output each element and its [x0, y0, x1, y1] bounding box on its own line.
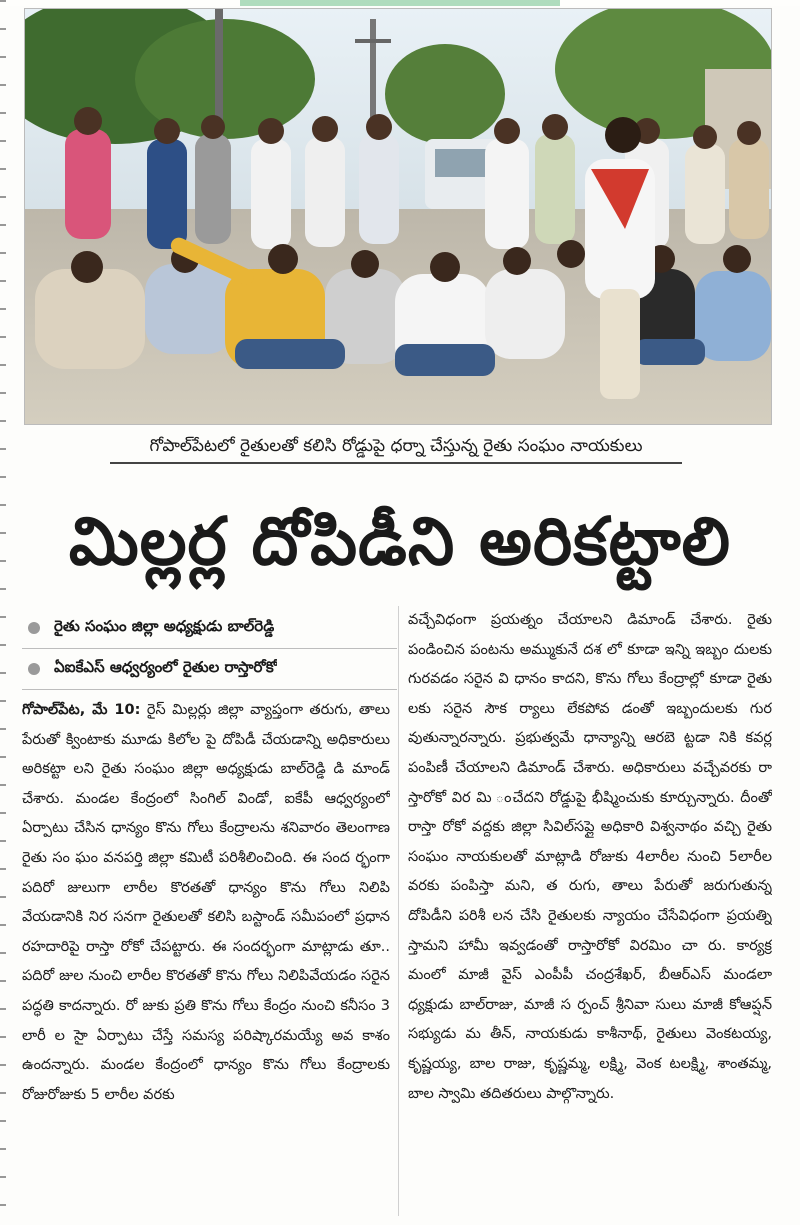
bullet-dot-icon: [28, 622, 40, 634]
subhead-bullets: [22, 608, 397, 690]
left-column-text: రైస్ మిల్లర్లు జిల్లా వ్యాప్తంగా తరుగు, తాలు పేరుతో క్వింటాకు మూడు కిలోల పై దోపిడీ చేయడాన్ని అధికారులు అరికట్టా లని రైతు సంఘం జిల్లా అధ్యక్షుడు బాల్‌రెడ్డి డి మాండ్ చేశారు. మండల కేంద్రంలో సింగిల్ విండో, ఐకేపీ ఆధ్వర్యంలో ఏర్పాటు చేసిన ధాన్యం కొను గోలు కేంద్రాలను శనివారం తెలంగాణ రైతు సం ఘం వనపర్తి జిల్లా కమిటీ పరిశీలించింది. ఈ సంద ర్భంగా పదిరో జులుగా లారీల కొరతతో ధాన్యం కొను గోలు నిలిపి వేయడానికి నిర సనగా రైతులతో కలిసి బస్టాండ్ సమీపంలో ప్రధాన రహదారిపై రాస్తా రోకో చేపట్టారు. ఈ సందర్భంగా మాట్లాడు తూ.. పదిరో జుల నుంచి లారీల కొరతతో కొను గోలు నిలిపివేయడం సరైన పద్ధతి కాదన్నారు. రో జుకు ప్రతి కొను గోలు కేంద్రం నుంచి కనీసం 3 లారీ ల సైా ఏర్పాటు చేస్తే సమస్య పరిష్కారమయ్యే అవ కాశం ఉందన్నారు. మండల కేంద్రంలో ధాన్యం కొను గోలు కేంద్రాలకు రోజురోజుకు 5 లారీల వరకు: [22, 702, 390, 1103]
right-column-text: వచ్చేవిధంగా ప్రయత్నం చేయాలని డిమాండ్ చేశారు. రైతు పండించిన పంటను అమ్ముకునే దశ లో కూడా ఇన్ని ఇబ్బం దులకు గురవడం సరైన వి ధానం కాదని, కొను గోలు కేంద్రాల్లో కూడా రైతు లకు సరైన సౌక ర్యాలు లేకపోవ డంతో ఇబ్బందులకు గుర వుతున్నారన్నారు. ప్రభుత్వమే ధాన్యాన్ని ఆరబె ట్టడా నికి కవర్ల పంపిణీ చేయాలని డిమాండ్ చేశారు. అధికారులు వచ్చేవరకు రా స్తారోకో విర మి ంచేదని రోడ్డుపై భీష్మించుకు కూర్చున్నారు. దీంతో రాస్తా రోకో వద్దకు జిల్లా సివిల్‌సప్లై అధికారి విశ్వనాథం వచ్చి రైతు సంఘం నాయకులతో మాట్లాడి రోజుకు 4లారీల నుంచి 5లారీల వరకు పంపిస్తా మని, త రుగు, తాలు పేరుతో జరుగుతున్న దోపిడీని పరిశీ లన చేసి రైతులకు న్యాయం చేసేవిధంగా ప్రయత్ని స్తామని హామీ ఇవ్వడంతో రాస్తారోకో విరమిం చా రు. కార్యక్ర మంలో మాజీ వైస్ ఎంపీపీ చంద్రశేఖర్, బీఆర్ఎస్ మండలా ధ్యక్షుడు బాల్‌రాజు, మాజీ స ర్పంచ్ శ్రీనివా సులు మాజీ కోఆప్షన్ సభ్యుడు మ తీన్, నాయకుడు కాశీనాథ్, రైతులు వెంకటయ్య, కృష్ణయ్య, బాల రాజు, కృష్ణమ్మ, లక్ష్మి, వెంక టలక్ష్మి, శాంతమ్మ, బాల స్వామి తదితరులు పాల్గొన్నారు.: [408, 612, 772, 1102]
subhead-bullet-2: [22, 649, 397, 690]
subhead-text: రైతు సంఘం జిల్లా అధ్యక్షుడు బాల్‌రెడ్డి: [54, 617, 275, 635]
headline: మిల్లర్ల దోపిడీని అరికట్టాలి: [68, 503, 732, 580]
column-divider: [398, 606, 399, 1216]
top-color-strip: [0, 0, 800, 6]
scan-edge-marks: [0, 0, 6, 1225]
protest-photo: [24, 8, 772, 425]
subhead-bullet-1: [22, 608, 397, 649]
article-left-column: [22, 696, 390, 1216]
bullet-dot-icon: [28, 663, 40, 675]
subhead-text: ఏఐకేఎస్ ఆధ్వర్యంలో రైతుల రాస్తారోకో: [54, 658, 278, 676]
dateline: గోపాల్‌పేట, మే 10:: [22, 702, 141, 718]
article-right-column: [408, 606, 772, 1218]
photo-caption: గోపాల్‌పేటలో రైతులతో కలిసి రోడ్డుపై ధర్నా చేస్తున్న రైతు సంఘం నాయకులు: [110, 432, 682, 464]
